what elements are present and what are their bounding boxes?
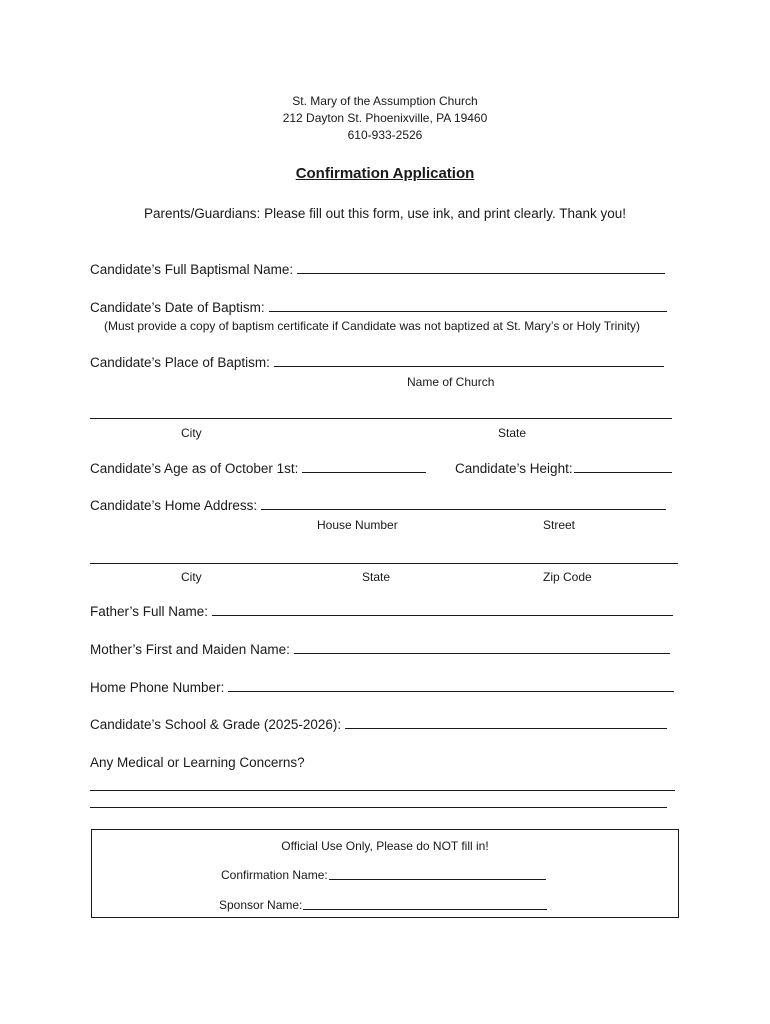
home-phone-field[interactable] (90, 680, 674, 695)
place-of-baptism-label: Candidate’s Place of Baptism: (90, 355, 270, 370)
baptismal-name-label: Candidate’s Full Baptismal Name: (90, 262, 294, 277)
address-state-caption: State (362, 570, 391, 584)
mother-name-label: Mother’s First and Maiden Name: (90, 642, 290, 657)
school-grade-field[interactable] (90, 717, 667, 732)
house-number-caption: House Number (317, 518, 398, 532)
baptism-note: (Must provide a copy of baptism certificate if Candidate was not baptized at St. Mary’s or Holy Trinity) (104, 319, 641, 333)
zip-code-caption: Zip Code (543, 570, 592, 584)
date-of-baptism-field[interactable] (90, 300, 667, 315)
church-header (0, 93, 770, 144)
city-caption: City (181, 426, 202, 440)
height-field[interactable] (455, 461, 672, 476)
height-line[interactable] (574, 472, 672, 473)
father-name-label: Father’s Full Name: (90, 604, 209, 619)
form-instructions: Parents/Guardians: Please fill out this form, use ink, and print clearly. Thank you! (144, 206, 626, 221)
form-title: Confirmation Application (295, 165, 475, 182)
confirmation-name-line (329, 879, 546, 880)
state-caption: State (498, 426, 527, 440)
official-use-box (91, 829, 679, 918)
age-field[interactable] (90, 461, 426, 476)
place-of-baptism-line[interactable] (274, 366, 664, 367)
mother-name-field[interactable] (90, 642, 670, 657)
official-use-title: Official Use Only, Please do NOT fill in! (281, 839, 489, 853)
confirmation-name-field (221, 868, 546, 882)
street-caption: Street (543, 518, 576, 532)
address-city-caption: City (181, 570, 202, 584)
medical-concerns-label: Any Medical or Learning Concerns? (90, 755, 305, 770)
date-of-baptism-line[interactable] (269, 311, 667, 312)
sponsor-name-field (219, 898, 547, 912)
church-phone: 610-933-2526 (347, 128, 423, 142)
date-of-baptism-label: Candidate’s Date of Baptism: (90, 300, 265, 315)
home-address-label: Candidate’s Home Address: (90, 498, 258, 513)
church-name: St. Mary of the Assumption Church (292, 94, 478, 108)
mother-name-line[interactable] (294, 653, 670, 654)
medical-concerns-line-1[interactable] (90, 790, 675, 791)
home-phone-label: Home Phone Number: (90, 680, 225, 695)
baptismal-name-field[interactable] (90, 262, 665, 277)
place-of-baptism-field[interactable] (90, 355, 664, 370)
address-city-state-zip-line[interactable] (90, 563, 678, 564)
sponsor-name-label: Sponsor Name: (219, 898, 303, 912)
sponsor-name-line (303, 909, 547, 910)
home-address-field[interactable] (90, 498, 666, 513)
church-address: 212 Dayton St. Phoenixville, PA 19460 (282, 111, 488, 125)
home-address-line[interactable] (261, 509, 666, 510)
baptism-city-state-line[interactable] (90, 418, 672, 419)
medical-concerns-line-2[interactable] (90, 807, 667, 808)
school-grade-label: Candidate’s School & Grade (2025-2026): (90, 717, 342, 732)
confirmation-name-label: Confirmation Name: (221, 868, 328, 882)
height-label: Candidate’s Height: (455, 461, 573, 476)
father-name-line[interactable] (212, 615, 673, 616)
name-of-church-caption: Name of Church (407, 375, 495, 389)
age-line[interactable] (302, 472, 426, 473)
baptismal-name-line[interactable] (297, 273, 665, 274)
school-grade-line[interactable] (345, 728, 667, 729)
home-phone-line[interactable] (228, 691, 674, 692)
age-label: Candidate’s Age as of October 1st: (90, 461, 299, 476)
father-name-field[interactable] (90, 604, 673, 619)
